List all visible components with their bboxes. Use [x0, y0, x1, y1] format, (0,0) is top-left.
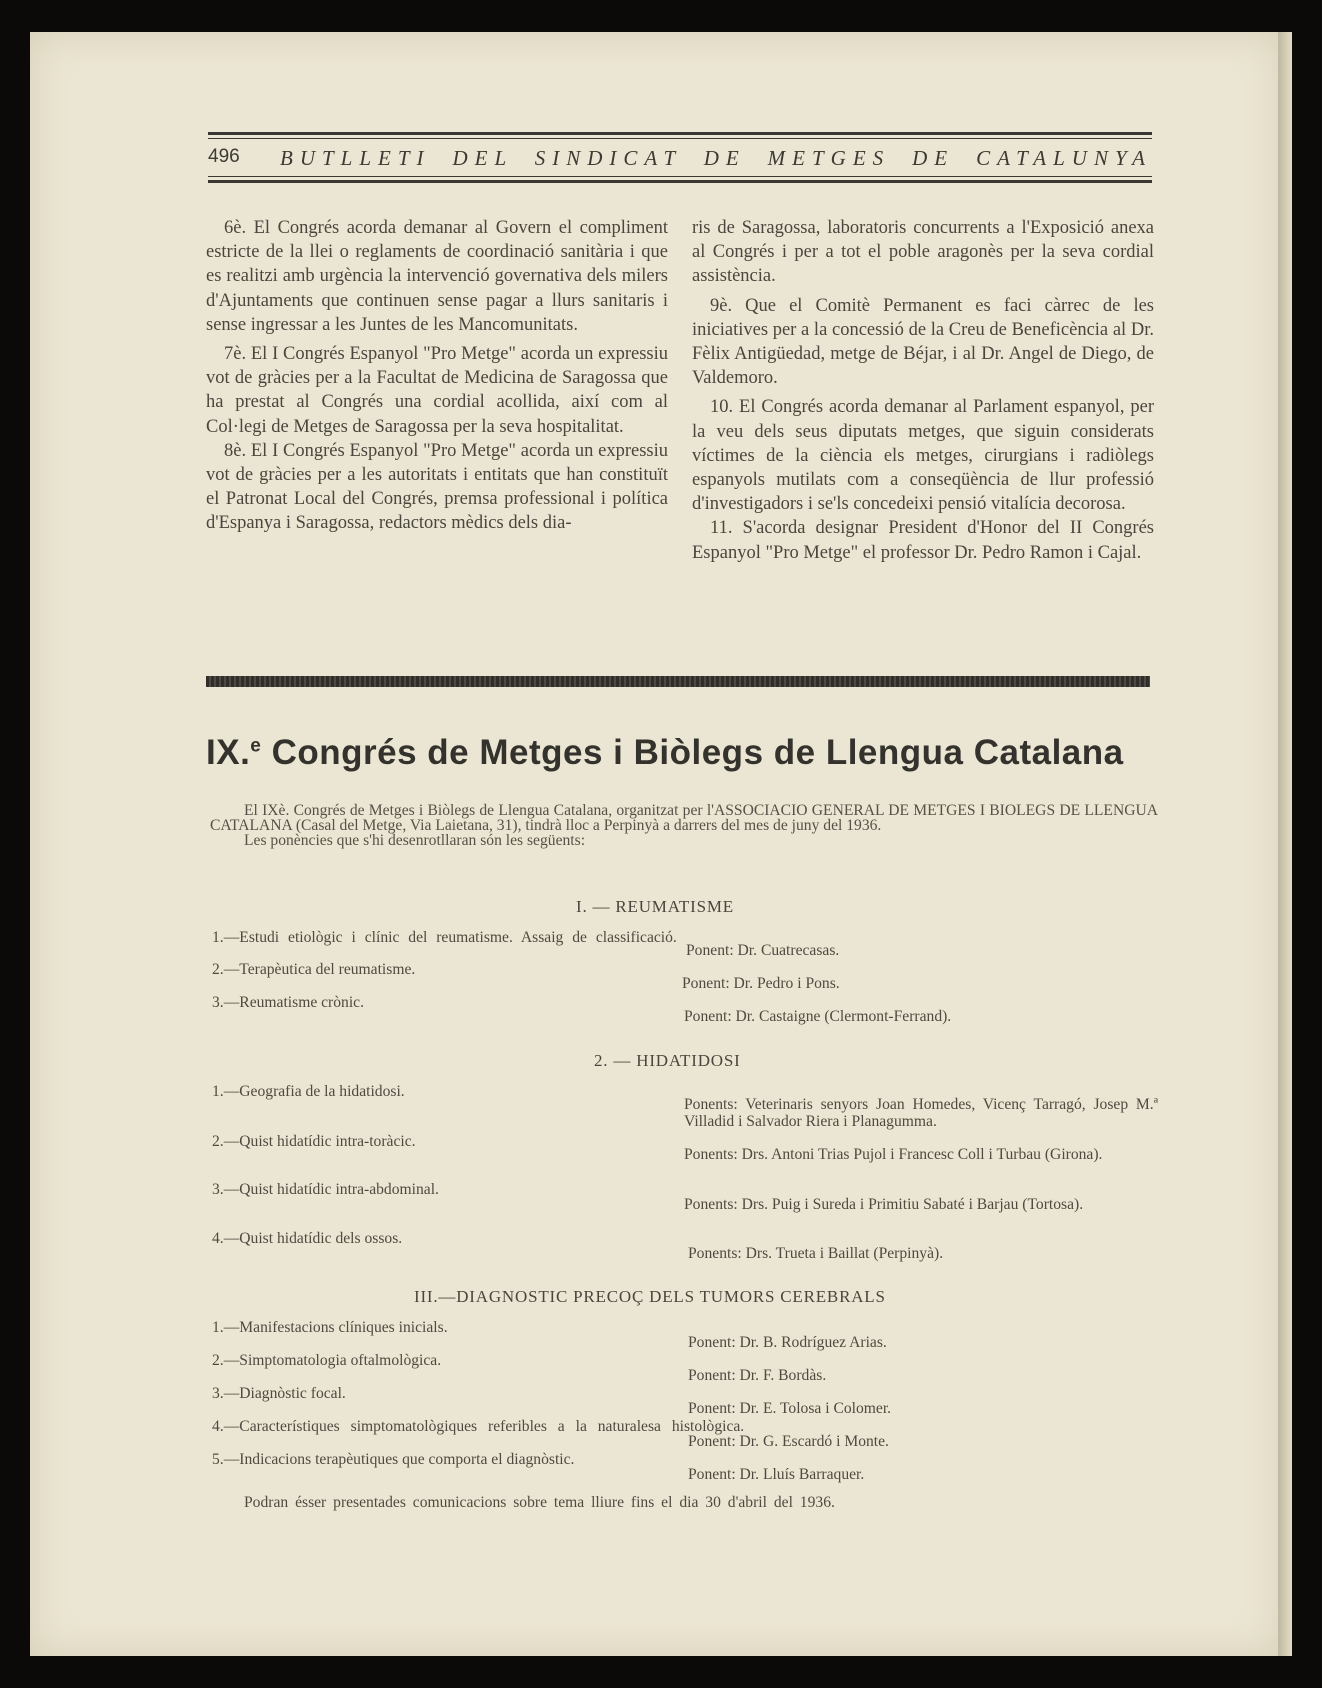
topic-heading-reumatisme: I. — REUMATISME — [576, 897, 734, 916]
header-rule-top-thick — [208, 132, 1152, 135]
ponent: Ponent: Dr. E. Tolosa i Colomer. — [688, 1400, 892, 1417]
topic-item: 1.—Manifestacions clíniques inicials. — [212, 1319, 448, 1336]
header-rule-bottom-thin — [208, 176, 1152, 177]
topic-item: 4.—Quist hidatídic dels ossos. — [212, 1230, 403, 1247]
paragraph-10: 10. El Congrés acorda demanar al Parlament espanyol, per la veu dels seus diputats metges, que siguin considerats víctimes de la ciència els metges, cirurgians i radiòlegs espanyols mutilats com a conseqüència de llur professió d'investigadors i se'ls concedeixi pensió vitalícia decorosa. — [692, 397, 1154, 515]
page-number: 496 — [208, 146, 240, 167]
topic-item: 5.—Indicacions terapèutiques que comporta el diagnòstic. — [212, 1451, 575, 1468]
topic-item: 2.—Terapèutica del reumatisme. — [212, 961, 416, 978]
ponent: Ponent: Dr. F. Bordàs. — [688, 1367, 827, 1384]
topic-heading-hidatidosi: 2. — HIDATIDOSI — [594, 1051, 741, 1070]
paragraph-9: 9è. Que el Comitè Permanent es faci càrrec de les iniciatives per a la concessió de la Creu de Beneficència al Dr. Fèlix Antigüedad, metge de Béjar, i al Dr. Angel de Diego, de Valdemoro. — [692, 295, 1154, 389]
intro-list-lead: Les ponències que s'hi desenrotllaran són les següents: — [244, 831, 586, 849]
paragraph-11: 11. S'acorda designar President d'Honor del II Congrés Espanyol "Pro Metge" el professor Dr. Pedro Ramon i Cajal. — [692, 518, 1154, 563]
topic-item: 4.—Característiques simptomatològiques referibles a la naturalesa histològica. — [212, 1418, 745, 1435]
topic-item: 3.—Diagnòstic focal. — [212, 1385, 346, 1402]
topic-heading-tumors: III.—DIAGNOSTIC PRECOÇ DELS TUMORS CEREBRALS — [414, 1287, 886, 1306]
ponent: Ponent: Dr. Castaigne (Clermont-Ferrand). — [684, 1008, 952, 1025]
paragraph-7: 7è. El I Congrés Espanyol "Pro Metge" acorda un expressiu vot de gràcies per a la Facultat de Medicina de Saragossa que ha prestat al Congrés una cordial acollida, així com al Col·legi de Metges de Saragossa per la seva hospitalitat. — [206, 344, 668, 437]
topic-item: 2.—Quist hidatídic intra-toràcic. — [212, 1133, 416, 1150]
ponent: Ponent: Dr. Pedro i Pons. — [682, 975, 840, 992]
title-superscript: e — [250, 735, 262, 757]
intro-paragraph: El IXè. Congrés de Metges i Biòlegs de Llengua Catalana, organitzat per l'ASSOCIACIO GENERAL DE METGES I BIOLEGS DE LLENGUA CATALANA (Casal del Metge, Via Laietana, 31), tindrà lloc a Perpinyà a darrers del mes de juny del 1936. — [210, 802, 1158, 834]
paragraph-8: 8è. El I Congrés Espanyol "Pro Metge" acorda un expressiu vot de gràcies per a les autoritats i entitats que han constituït el Patronat Local del Congrés, premsa professional i política d'Espanya i Saragossa, redactors mèdics dels dia- — [206, 440, 668, 534]
topic-item: 1.—Geografia de la hidatidosi. — [212, 1083, 405, 1100]
topic-item: 2.—Simptomatologia oftalmològica. — [212, 1352, 442, 1369]
running-header — [208, 146, 1152, 170]
ponent: Ponents: Drs. Antoni Trias Pujol i Francesc Coll i Turbau (Girona). — [684, 1146, 1103, 1163]
ponent: Ponents: Veterinaris senyors Joan Homedes, Vicenç Tarragó, Josep M.ª Villadid i Salvador Riera i Planagumma. — [684, 1096, 1158, 1130]
header-rule-top-thin — [208, 138, 1152, 139]
right-column — [692, 216, 1154, 565]
section-intro — [210, 804, 1158, 848]
topic-item: 3.—Reumatisme crònic. — [212, 994, 365, 1011]
paragraph-6: 6è. El Congrés acorda demanar al Govern el compliment estricte de la llei o reglaments de coordinació sanitària i que es realitzi amb urgència la intervenció governativa dels milers d'Ajuntaments que continuen sense pagar a llurs sanitaris i sense ingressar a les Juntes de les Mancomunitats. — [206, 218, 668, 335]
header-rule-bottom-thick — [208, 180, 1152, 183]
topic-item: 3.—Quist hidatídic intra-abdominal. — [212, 1181, 439, 1198]
ponent: Ponents: Drs. Trueta i Baillat (Perpinyà). — [688, 1245, 944, 1262]
section-divider-bar — [206, 676, 1150, 687]
ponent: Ponent: Dr. Cuatrecasas. — [686, 942, 840, 959]
ponent: Ponent: Dr. B. Rodríguez Arias. — [688, 1334, 887, 1351]
title-roman: IX. — [206, 733, 251, 772]
running-title: BUTLLETI DEL SINDICAT DE METGES DE CATALUNYA — [280, 146, 1152, 170]
section-title — [206, 733, 1166, 773]
ponent: Ponent: Dr. G. Escardó i Monte. — [688, 1433, 889, 1450]
footer-note: Podran ésser presentades comunicacions sobre tema lliure fins el dia 30 d'abril del 1936. — [244, 1494, 835, 1511]
topic-item: 1.—Estudi etiològic i clínic del reumatisme. Assaig de classificació. — [212, 929, 677, 946]
ponent: Ponents: Drs. Puig i Sureda i Primitiu Sabaté i Barjau (Tortosa). — [684, 1196, 1084, 1213]
title-rest: Congrés de Metges i Biòlegs de Llengua Catalana — [261, 733, 1124, 772]
page-edge — [1278, 32, 1292, 1656]
left-column — [206, 216, 668, 536]
ponent: Ponent: Dr. Lluís Barraquer. — [688, 1466, 865, 1483]
paragraph-8-continuation: ris de Saragossa, laboratoris concurrents a l'Exposició anexa al Congrés i per a tot el poble aragonès per la seva cordial assistència. — [692, 218, 1154, 287]
